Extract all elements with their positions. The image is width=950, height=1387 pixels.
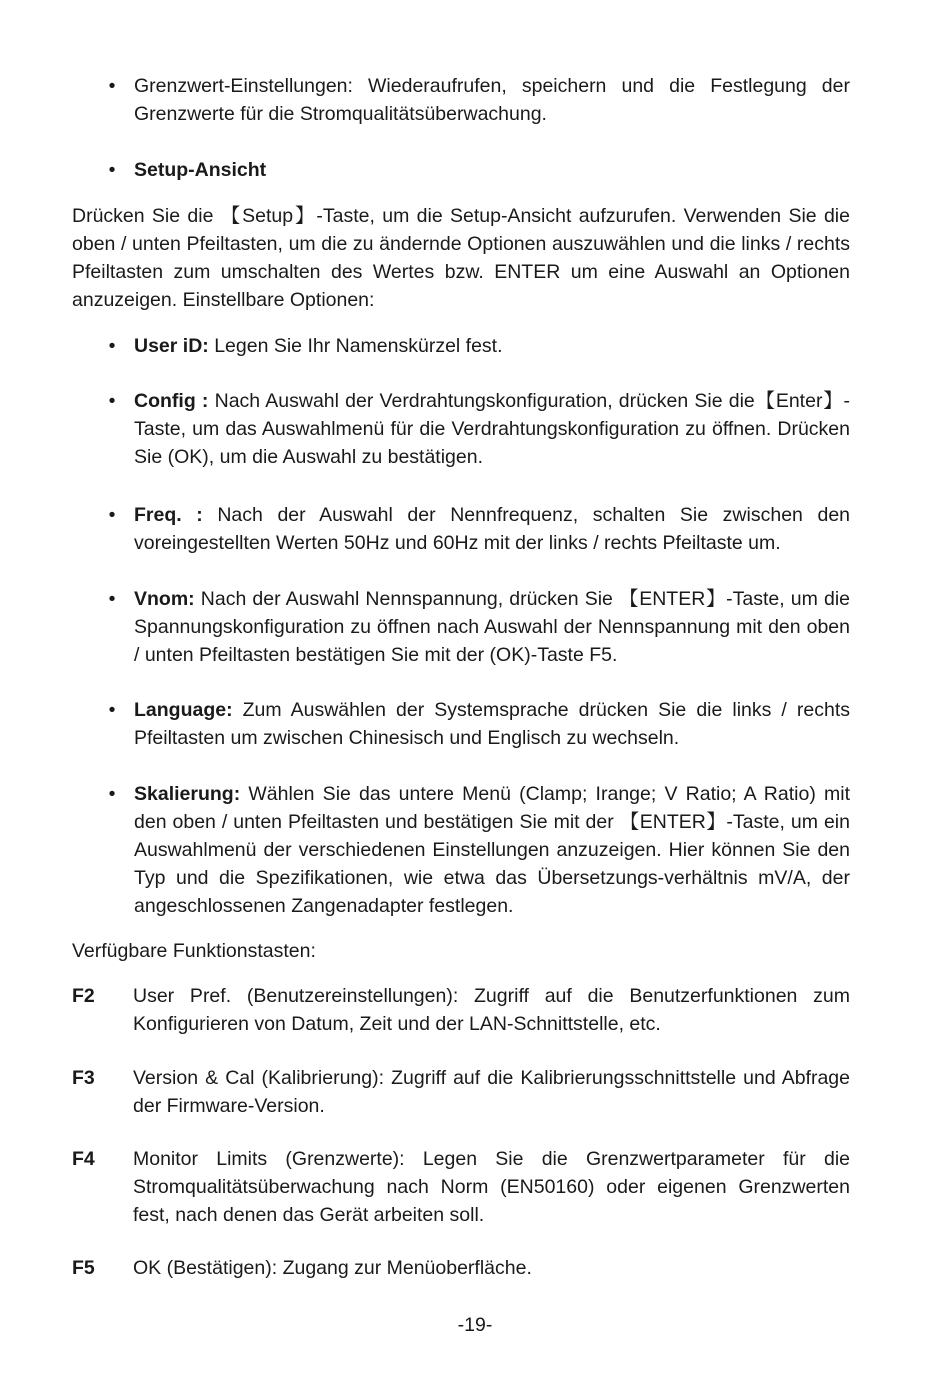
option-label: Freq. : bbox=[134, 504, 203, 526]
function-key-label: F5 bbox=[72, 1257, 95, 1279]
function-key-f4 bbox=[72, 1145, 850, 1229]
function-key-description: Version & Cal (Kalibrierung): Zugriff auf die Kalibrierungsschnittstelle und Abfrage der Firmware-Version. bbox=[133, 1067, 850, 1117]
function-key-label: F4 bbox=[72, 1148, 95, 1170]
option-vnom bbox=[104, 585, 850, 669]
option-label: Skalierung: bbox=[134, 783, 241, 805]
function-key-f2 bbox=[72, 982, 850, 1038]
option-description: Wählen Sie das untere Menü (Clamp; Irange; V Ratio; A Ratio) mit den oben / unten Pfeiltasten und bestätigen Sie mit der 【ENTER】-Taste, um ein Auswahlmenü der verschiedenen Einstellungen anzuzeigen. Hier können Sie den Typ und die Spezifikationen, wie etwa das Übersetzungs-verhältnis mV/A, der angeschlossenen Zangenadapter festlegen. bbox=[134, 783, 850, 917]
page-number: -19- bbox=[457, 1314, 493, 1336]
option-label: Language: bbox=[134, 699, 233, 721]
bullet-dot: • bbox=[108, 588, 116, 610]
option-description: Nach der Auswahl Nennspannung, drücken Sie 【ENTER】-Taste, um die Spannungskonfiguration zu öffnen nach Auswahl der Nennspannung mit den oben / unten Pfeiltasten bestätigen Sie mit der (OK)-Taste F5. bbox=[134, 588, 850, 666]
option-description: Legen Sie Ihr Namenskürzel fest. bbox=[208, 335, 503, 357]
option-label: User iD: bbox=[134, 335, 209, 357]
option-user-id bbox=[104, 332, 850, 360]
function-key-f5 bbox=[72, 1254, 850, 1282]
option-label: Vnom: bbox=[134, 588, 195, 610]
option-skalierung bbox=[104, 780, 850, 920]
option-description: Zum Auswählen der Systemsprache drücken Sie die links / rechts Pfeiltasten um zwischen Chinesisch und Englisch zu wechseln. bbox=[134, 699, 850, 749]
bullet-dot: • bbox=[108, 75, 116, 97]
function-key-description: User Pref. (Benutzereinstellungen): Zugriff auf die Benutzerfunktionen zum Konfigurieren von Datum, Zeit und der LAN-Schnittstelle, etc. bbox=[133, 985, 850, 1035]
option-description: Nach Auswahl der Verdrahtungskonfiguration, drücken Sie die【Enter】-Taste, um das Auswahlmenü für die Verdrahtungskonfiguration zu öffnen. Drücken Sie (OK), um die Auswahl zu bestätigen. bbox=[134, 390, 850, 468]
bullet-dot: • bbox=[108, 335, 116, 357]
option-label: Config : bbox=[134, 390, 209, 412]
option-freq bbox=[104, 501, 850, 557]
function-keys-heading: Verfügbare Funktionstasten: bbox=[72, 940, 316, 962]
option-language bbox=[104, 696, 850, 752]
bullet-dot: • bbox=[108, 390, 116, 412]
bullet-setup-ansicht bbox=[104, 156, 850, 184]
function-key-f3 bbox=[72, 1064, 850, 1120]
bullet-dot: • bbox=[108, 783, 116, 805]
function-key-label: F2 bbox=[72, 985, 95, 1007]
option-config bbox=[104, 387, 850, 471]
bullet-dot: • bbox=[108, 159, 116, 181]
option-description: Nach der Auswahl der Nennfrequenz, schalten Sie zwischen den voreingestellten Werten 50Hz und 60Hz mit der links / rechts Pfeiltaste um. bbox=[134, 504, 851, 554]
bullet-grenzwert-einstellungen bbox=[104, 72, 850, 128]
bullet-text: Grenzwert-Einstellungen: Wiederaufrufen, speichern und die Festlegung der Grenzwerte für die Stromqualitätsüberwachung. bbox=[134, 75, 850, 125]
function-key-description: OK (Bestätigen): Zugang zur Menüoberfläche. bbox=[133, 1257, 532, 1279]
intro-paragraph: Drücken Sie die 【Setup】-Taste, um die Setup-Ansicht aufzurufen. Verwenden Sie die oben / unten Pfeiltasten, um die zu ändernde Optionen auszuwählen und die links / rechts Pfeiltasten zum umschalten des Wertes bzw. ENTER um eine Auswahl an Optionen anzuzeigen. Einstellbare Optionen: bbox=[72, 205, 850, 311]
function-key-label: F3 bbox=[72, 1067, 95, 1089]
section-heading-setup-ansicht: Setup-Ansicht bbox=[134, 159, 267, 181]
bullet-dot: • bbox=[108, 699, 116, 721]
bullet-dot: • bbox=[108, 504, 116, 526]
function-key-description: Monitor Limits (Grenzwerte): Legen Sie die Grenzwertparameter für die Stromqualitätsüberwachung nach Norm (EN50160) oder eigenen Grenzwerten fest, nach denen das Gerät arbeiten soll. bbox=[133, 1148, 850, 1226]
